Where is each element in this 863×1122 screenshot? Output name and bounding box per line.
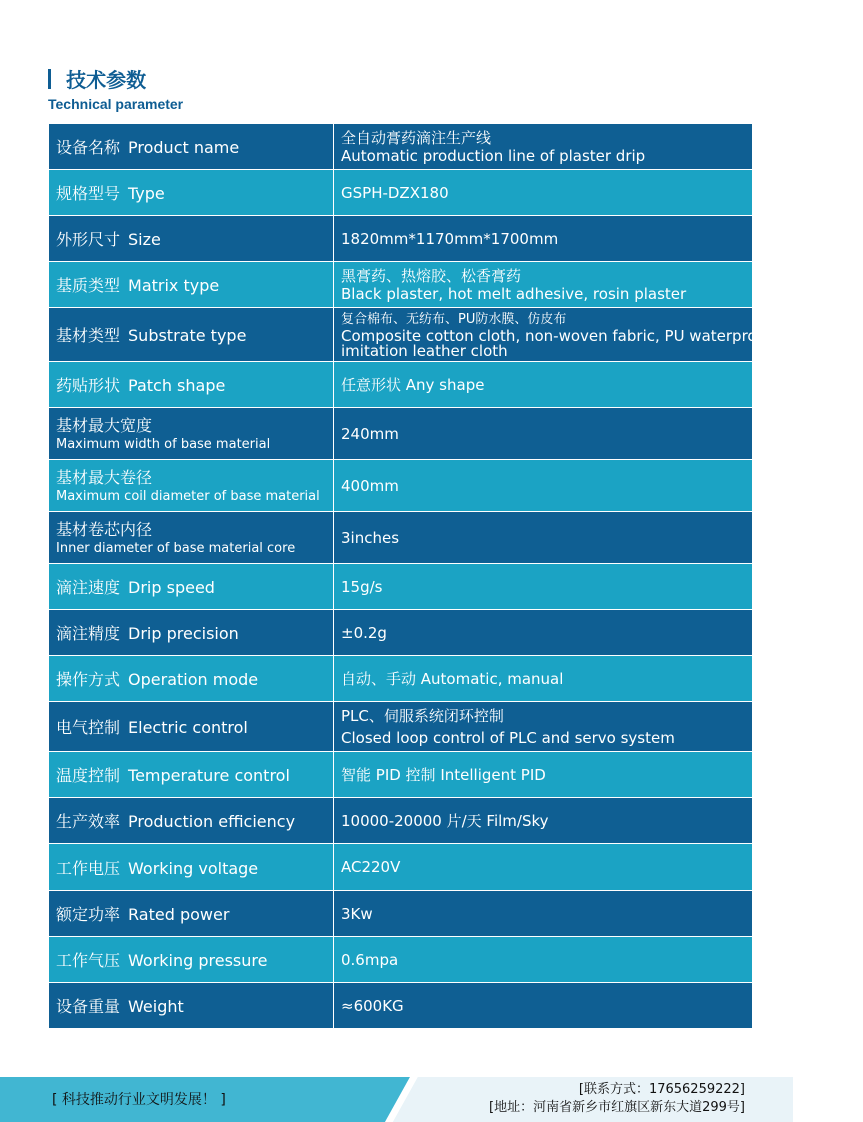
footer-slogan: [ 科技推动行业文明发展！ ] [52, 1092, 226, 1108]
page-footer [0, 1077, 793, 1122]
param-name: 基材卷芯内径 Inner diameter of base material core [49, 512, 334, 564]
param-value: ≈600KG [334, 983, 753, 1029]
param-value: 3inches [334, 512, 753, 564]
param-name: 生产效率 Production efficiency [49, 798, 334, 844]
param-value: 智能 PID 控制 Intelligent PID [334, 752, 753, 798]
table-row [49, 512, 753, 564]
param-value: PLC、伺服系统闭环控制 Closed loop control of PLC and servo system [334, 702, 753, 752]
param-value: 3Kw [334, 891, 753, 937]
table-row [49, 170, 753, 216]
table-row [49, 262, 753, 308]
table-row [49, 937, 753, 983]
table-row [49, 124, 753, 170]
param-name: 基材最大宽度 Maximum width of base material [49, 408, 334, 460]
param-name: 外形尺寸 Size [49, 216, 334, 262]
param-name: 额定功率 Rated power [49, 891, 334, 937]
param-name: 工作气压 Working pressure [49, 937, 334, 983]
param-name: 基材类型 Substrate type [49, 308, 334, 362]
table-row [49, 844, 753, 891]
param-name: 药贴形状 Patch shape [49, 362, 334, 408]
param-value: ±0.2g [334, 610, 753, 656]
param-value: 任意形状 Any shape [334, 362, 753, 408]
table-row [49, 362, 753, 408]
table-row [49, 408, 753, 460]
param-value: 1820mm*1170mm*1700mm [334, 216, 753, 262]
contact-address: [地址：河南省新乡市红旗区新东大道299号] [489, 1100, 745, 1115]
param-value: 黑膏药、热熔胶、松香膏药 Black plaster, hot melt adhesive, rosin plaster [334, 262, 753, 308]
section-heading [48, 64, 183, 112]
param-value: 自动、手动 Automatic, manual [334, 656, 753, 702]
table-row [49, 798, 753, 844]
table-row [49, 216, 753, 262]
footer-contact [489, 1081, 745, 1117]
table-row [49, 752, 753, 798]
param-name: 基质类型 Matrix type [49, 262, 334, 308]
table-row [49, 983, 753, 1029]
table-row [49, 460, 753, 512]
table-row [49, 564, 753, 610]
table-row [49, 610, 753, 656]
param-value: 10000-20000 片/天 Film/Sky [334, 798, 753, 844]
heading-bar [48, 69, 51, 89]
heading-title-zh: 技术参数 [66, 68, 147, 92]
contact-phone: [联系方式：17656259222] [578, 1082, 745, 1097]
param-value: 复合棉布、无纺布、PU防水膜、仿皮布 Composite cotton cloth, non-woven fabric, PU waterproof membrane, imitation leather cloth [334, 308, 753, 362]
param-name: 操作方式 Operation mode [49, 656, 334, 702]
param-name: 滴注精度 Drip precision [49, 610, 334, 656]
param-name: 基材最大卷径 Maximum coil diameter of base material [49, 460, 334, 512]
table-row [49, 702, 753, 752]
param-name: 滴注速度 Drip speed [49, 564, 334, 610]
param-value: AC220V [334, 844, 753, 891]
param-name: 工作电压 Working voltage [49, 844, 334, 891]
param-value: GSPH-DZX180 [334, 170, 753, 216]
param-value: 0.6mpa [334, 937, 753, 983]
table-row [49, 891, 753, 937]
heading-title-en: Technical parameter [48, 96, 184, 112]
param-name: 设备重量 Weight [49, 983, 334, 1029]
param-name: 温度控制 Temperature control [49, 752, 334, 798]
param-name: 电气控制 Electric control [49, 702, 334, 752]
table-row [49, 656, 753, 702]
param-value: 15g/s [334, 564, 753, 610]
param-value: 240mm [334, 408, 753, 460]
param-value: 400mm [334, 460, 753, 512]
spec-table [48, 123, 863, 1029]
param-value: 全自动膏药滴注生产线 Automatic production line of plaster drip [334, 124, 753, 170]
param-name: 规格型号 Type [49, 170, 334, 216]
table-row [49, 308, 753, 362]
param-name: 设备名称 Product name [49, 124, 334, 170]
